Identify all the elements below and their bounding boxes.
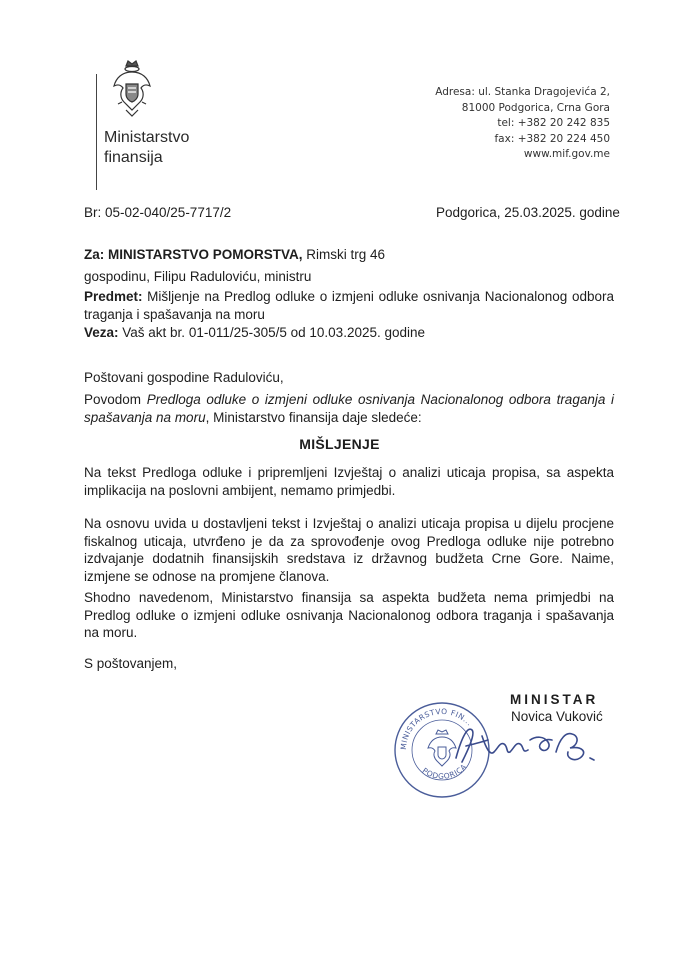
stamp-bottom-text: PODGORICA [420,762,469,781]
recipient-line [84,246,385,263]
paragraph-1: Na tekst Predloga odluke i pripremljeni Izvještaj o analizi uticaja propisa, sa aspekta implikacija na poslovni ambijent, nemamo primjedbi. [84,465,614,498]
subject-text: Mišljenje na Predlog odluke o izmjeni odluke osnivanja Nacionalonog odbora traganja i spašavanja na moru [84,289,614,322]
letterhead-divider [96,74,97,190]
reference-link [84,324,425,341]
stamp-top-text: MINISTARSTVO FIN... [398,706,475,751]
closing: S poštovanjem, [84,656,178,671]
place-and-date: Podgorica, 25.03.2025. godine [436,205,620,220]
minister-name: Novica Vuković [511,709,603,724]
website-line: www.mif.gov.me [523,148,610,160]
paragraph-2: Na osnovu uvida u dostavljeni tekst i Izvještaj o analizi uticaja propisa u dijelu procjene fiskalnog uticaja, utvrđeno je da za sprovođenje ovog Predloga odluke nije potrebno izdvajanje dodatnih finansijskih sredstava iz državnog budžeta Crne Gore. Naime, izmjene se odnose na promjene članova. [84,516,614,584]
link-text: Vaš akt br. 01-011/25-305/5 od 10.03.2025. godine [118,325,426,340]
intro-before: Povodom [84,392,147,407]
address-line: 81000 Podgorica, Crna Gora [461,101,610,114]
fax-line: fax: +382 20 224 450 [494,132,610,145]
opinion-heading: MIŠLJENJE [299,436,380,452]
handwritten-signature [452,718,602,768]
ministry-name-line1: Ministarstvo [104,129,190,146]
intro-paragraph [84,391,614,426]
recipient-person: gospodinu, Filipu Raduloviću, ministru [84,269,312,284]
ministry-name-line2: finansija [104,149,163,166]
paragraph-3: Shodno navedenom, Ministarstvo finansija sa aspekta budžeta nema primjedbi na Predlog odluke o izmjeni odluke osnivanja Nacionalonog odbora traganja i spašavanja na moru. [84,590,614,640]
intro-italic: Predloga odluke o izmjeni odluke osnivanja Nacionalonog odbora traganja i spašavanja na moru [84,392,614,425]
reference-number: Br: 05-02-040/25-7717/2 [84,205,232,220]
subject-line [84,288,614,323]
phone-line: tel: +382 20 242 835 [497,117,610,129]
greeting: Poštovani gospodine Raduloviću, [84,370,284,385]
intro-after: , Ministarstvo finansija daje sledeće: [205,409,422,425]
recipient-name: Za: MINISTARSTVO POMORSTVA, [84,247,303,262]
coat-of-arms-icon [108,58,156,118]
subject-label: Predmet: [84,289,143,304]
address-line: Adresa: ul. Stanka Dragojevića 2, [435,86,610,98]
ministry-name [104,128,189,168]
link-label: Veza: [84,325,119,340]
address-block [435,85,610,163]
recipient-address: Rimski trg 46 [302,247,386,262]
minister-title: MINISTAR [510,692,599,707]
